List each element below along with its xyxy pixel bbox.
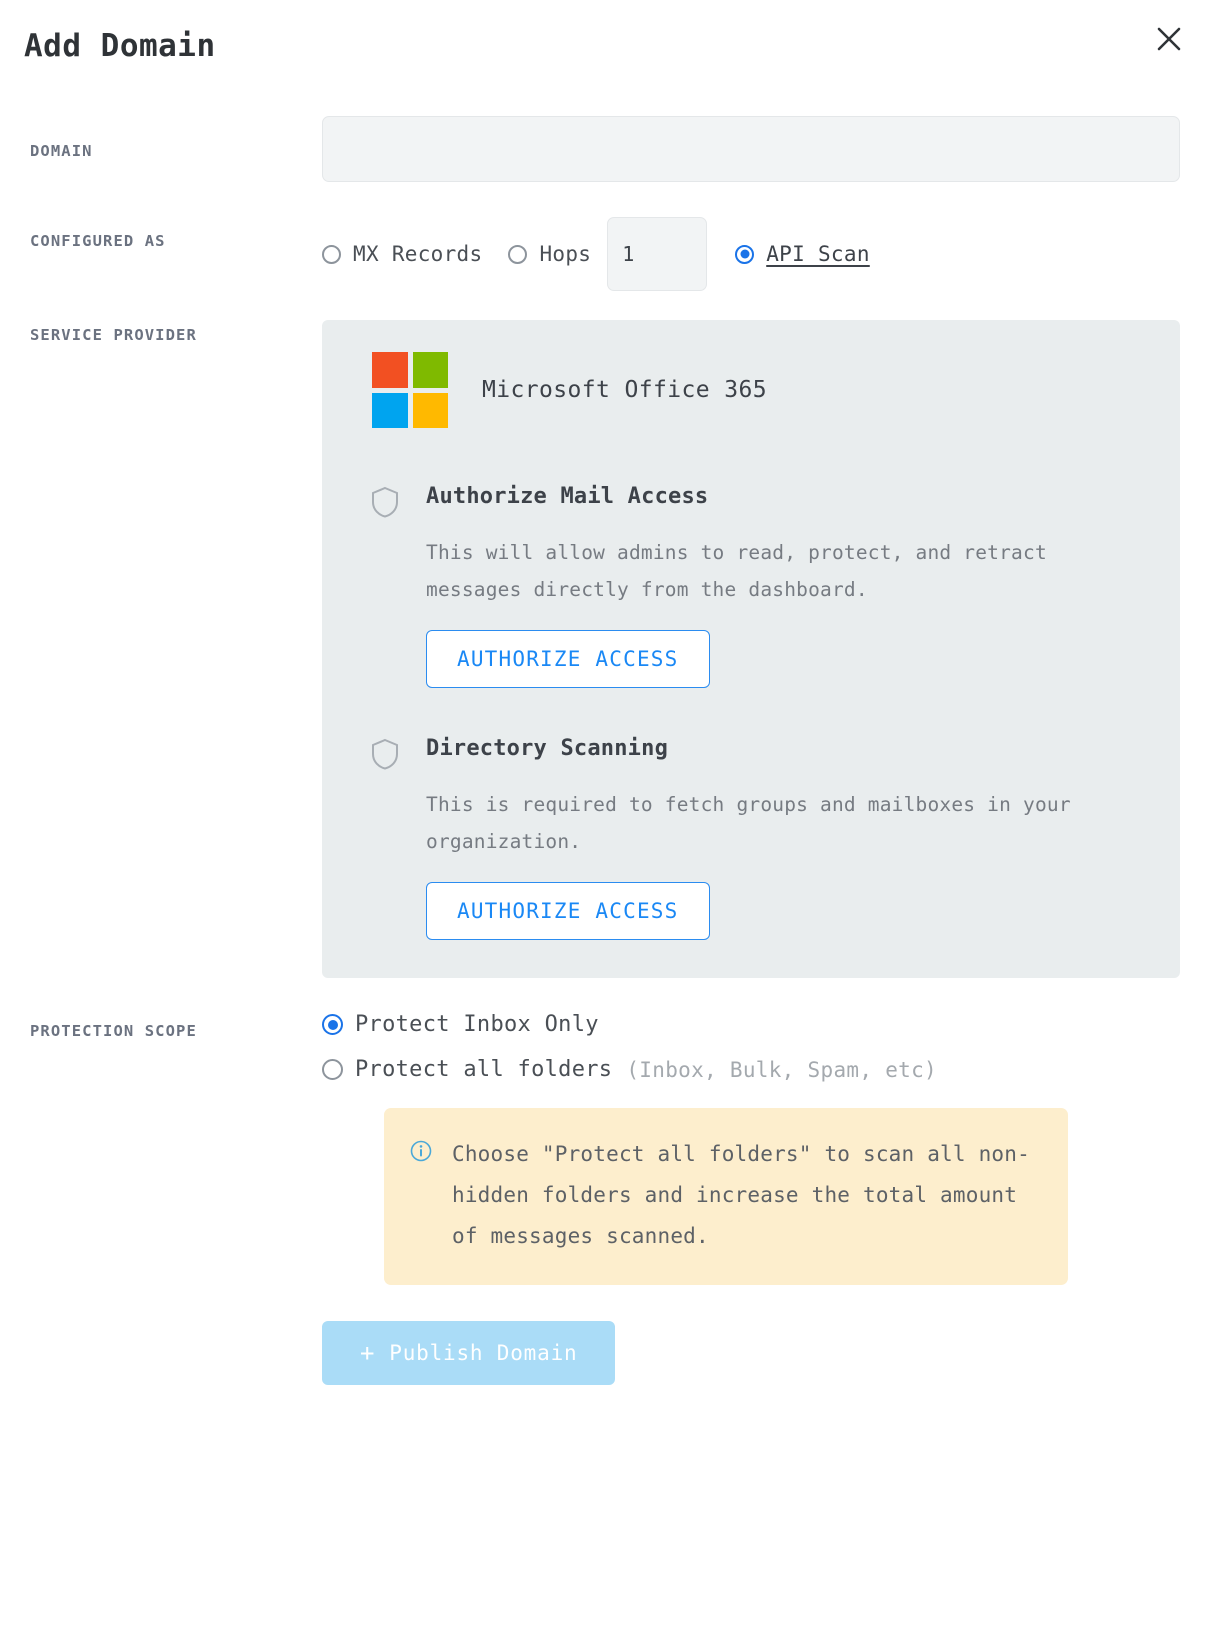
- radio-protect-all-folders-mark: [322, 1059, 343, 1080]
- authorize-mail-access-header: [348, 484, 1154, 518]
- configured-as-label: CONFIGURED AS: [30, 232, 166, 250]
- hops-input[interactable]: [607, 217, 707, 291]
- radio-mx-records[interactable]: [322, 242, 482, 266]
- radio-hops[interactable]: [508, 242, 591, 266]
- plus-icon: +: [360, 1339, 376, 1367]
- info-icon: [410, 1140, 432, 1162]
- authorize-mail-access-block: [348, 484, 1154, 688]
- provider-header: [348, 352, 1154, 428]
- authorize-mail-access-description: This will allow admins to read, protect, and retract messages directly from the dashboard.: [426, 541, 1047, 602]
- configured-as-row: [0, 216, 1214, 292]
- publish-domain-button[interactable]: [322, 1321, 615, 1385]
- modal-header: [0, 0, 1214, 96]
- configured-as-options: [322, 216, 1180, 292]
- radio-protect-all-folders-label: Protect all folders: [355, 1057, 613, 1083]
- domain-label: DOMAIN: [30, 142, 93, 160]
- radio-hops-label: Hops: [539, 242, 592, 266]
- radio-api-scan-mark: [735, 245, 754, 264]
- radio-protect-inbox-only-mark: [322, 1014, 343, 1035]
- radio-protect-all-folders[interactable]: [322, 1057, 1180, 1082]
- radio-protect-inbox-only-label: Protect Inbox Only: [355, 1012, 599, 1038]
- service-provider-panel: [322, 320, 1180, 978]
- provider-name: Microsoft Office 365: [482, 377, 767, 403]
- protection-scope-label: PROTECTION SCOPE: [30, 1022, 197, 1041]
- directory-scanning-description: This is required to fetch groups and mailboxes in your organization.: [426, 793, 1071, 854]
- radio-api-scan-label: API Scan: [766, 242, 870, 266]
- radio-protect-all-folders-sublabel: (Inbox, Bulk, Spam, etc): [626, 1057, 937, 1082]
- microsoft-logo-icon: [372, 352, 448, 428]
- callout-text: Choose "Protect all folders" to scan all non-hidden folders and increase the total amount of messages scanned.: [452, 1142, 1030, 1249]
- directory-scanning-title: Directory Scanning: [426, 736, 669, 762]
- directory-scanning-block: [348, 736, 1154, 940]
- directory-scanning-authorize-button[interactable]: AUTHORIZE ACCESS: [426, 882, 710, 940]
- page-title: Add Domain: [24, 28, 216, 64]
- authorize-mail-access-title: Authorize Mail Access: [426, 484, 709, 509]
- publish-domain-label: Publish Domain: [389, 1341, 578, 1365]
- radio-hops-mark: [508, 245, 527, 264]
- protection-scope-callout: [384, 1108, 1068, 1285]
- publish-domain-wrap: [322, 1321, 1180, 1385]
- radio-api-scan[interactable]: [735, 242, 870, 266]
- directory-scanning-header: [348, 736, 1154, 770]
- protection-scope-row: [0, 1012, 1214, 1385]
- domain-row: [0, 116, 1214, 182]
- domain-input[interactable]: [322, 116, 1180, 182]
- shield-icon: [370, 738, 400, 770]
- shield-icon: [370, 486, 400, 518]
- service-provider-label: SERVICE PROVIDER: [30, 326, 197, 344]
- radio-mx-records-mark: [322, 245, 341, 264]
- service-provider-row: [0, 320, 1214, 978]
- close-icon[interactable]: [1152, 22, 1186, 56]
- radio-mx-records-label: MX Records: [353, 242, 483, 266]
- radio-protect-inbox-only[interactable]: [322, 1012, 1180, 1037]
- authorize-mail-access-button[interactable]: AUTHORIZE ACCESS: [426, 630, 710, 688]
- add-domain-form: [0, 96, 1214, 1385]
